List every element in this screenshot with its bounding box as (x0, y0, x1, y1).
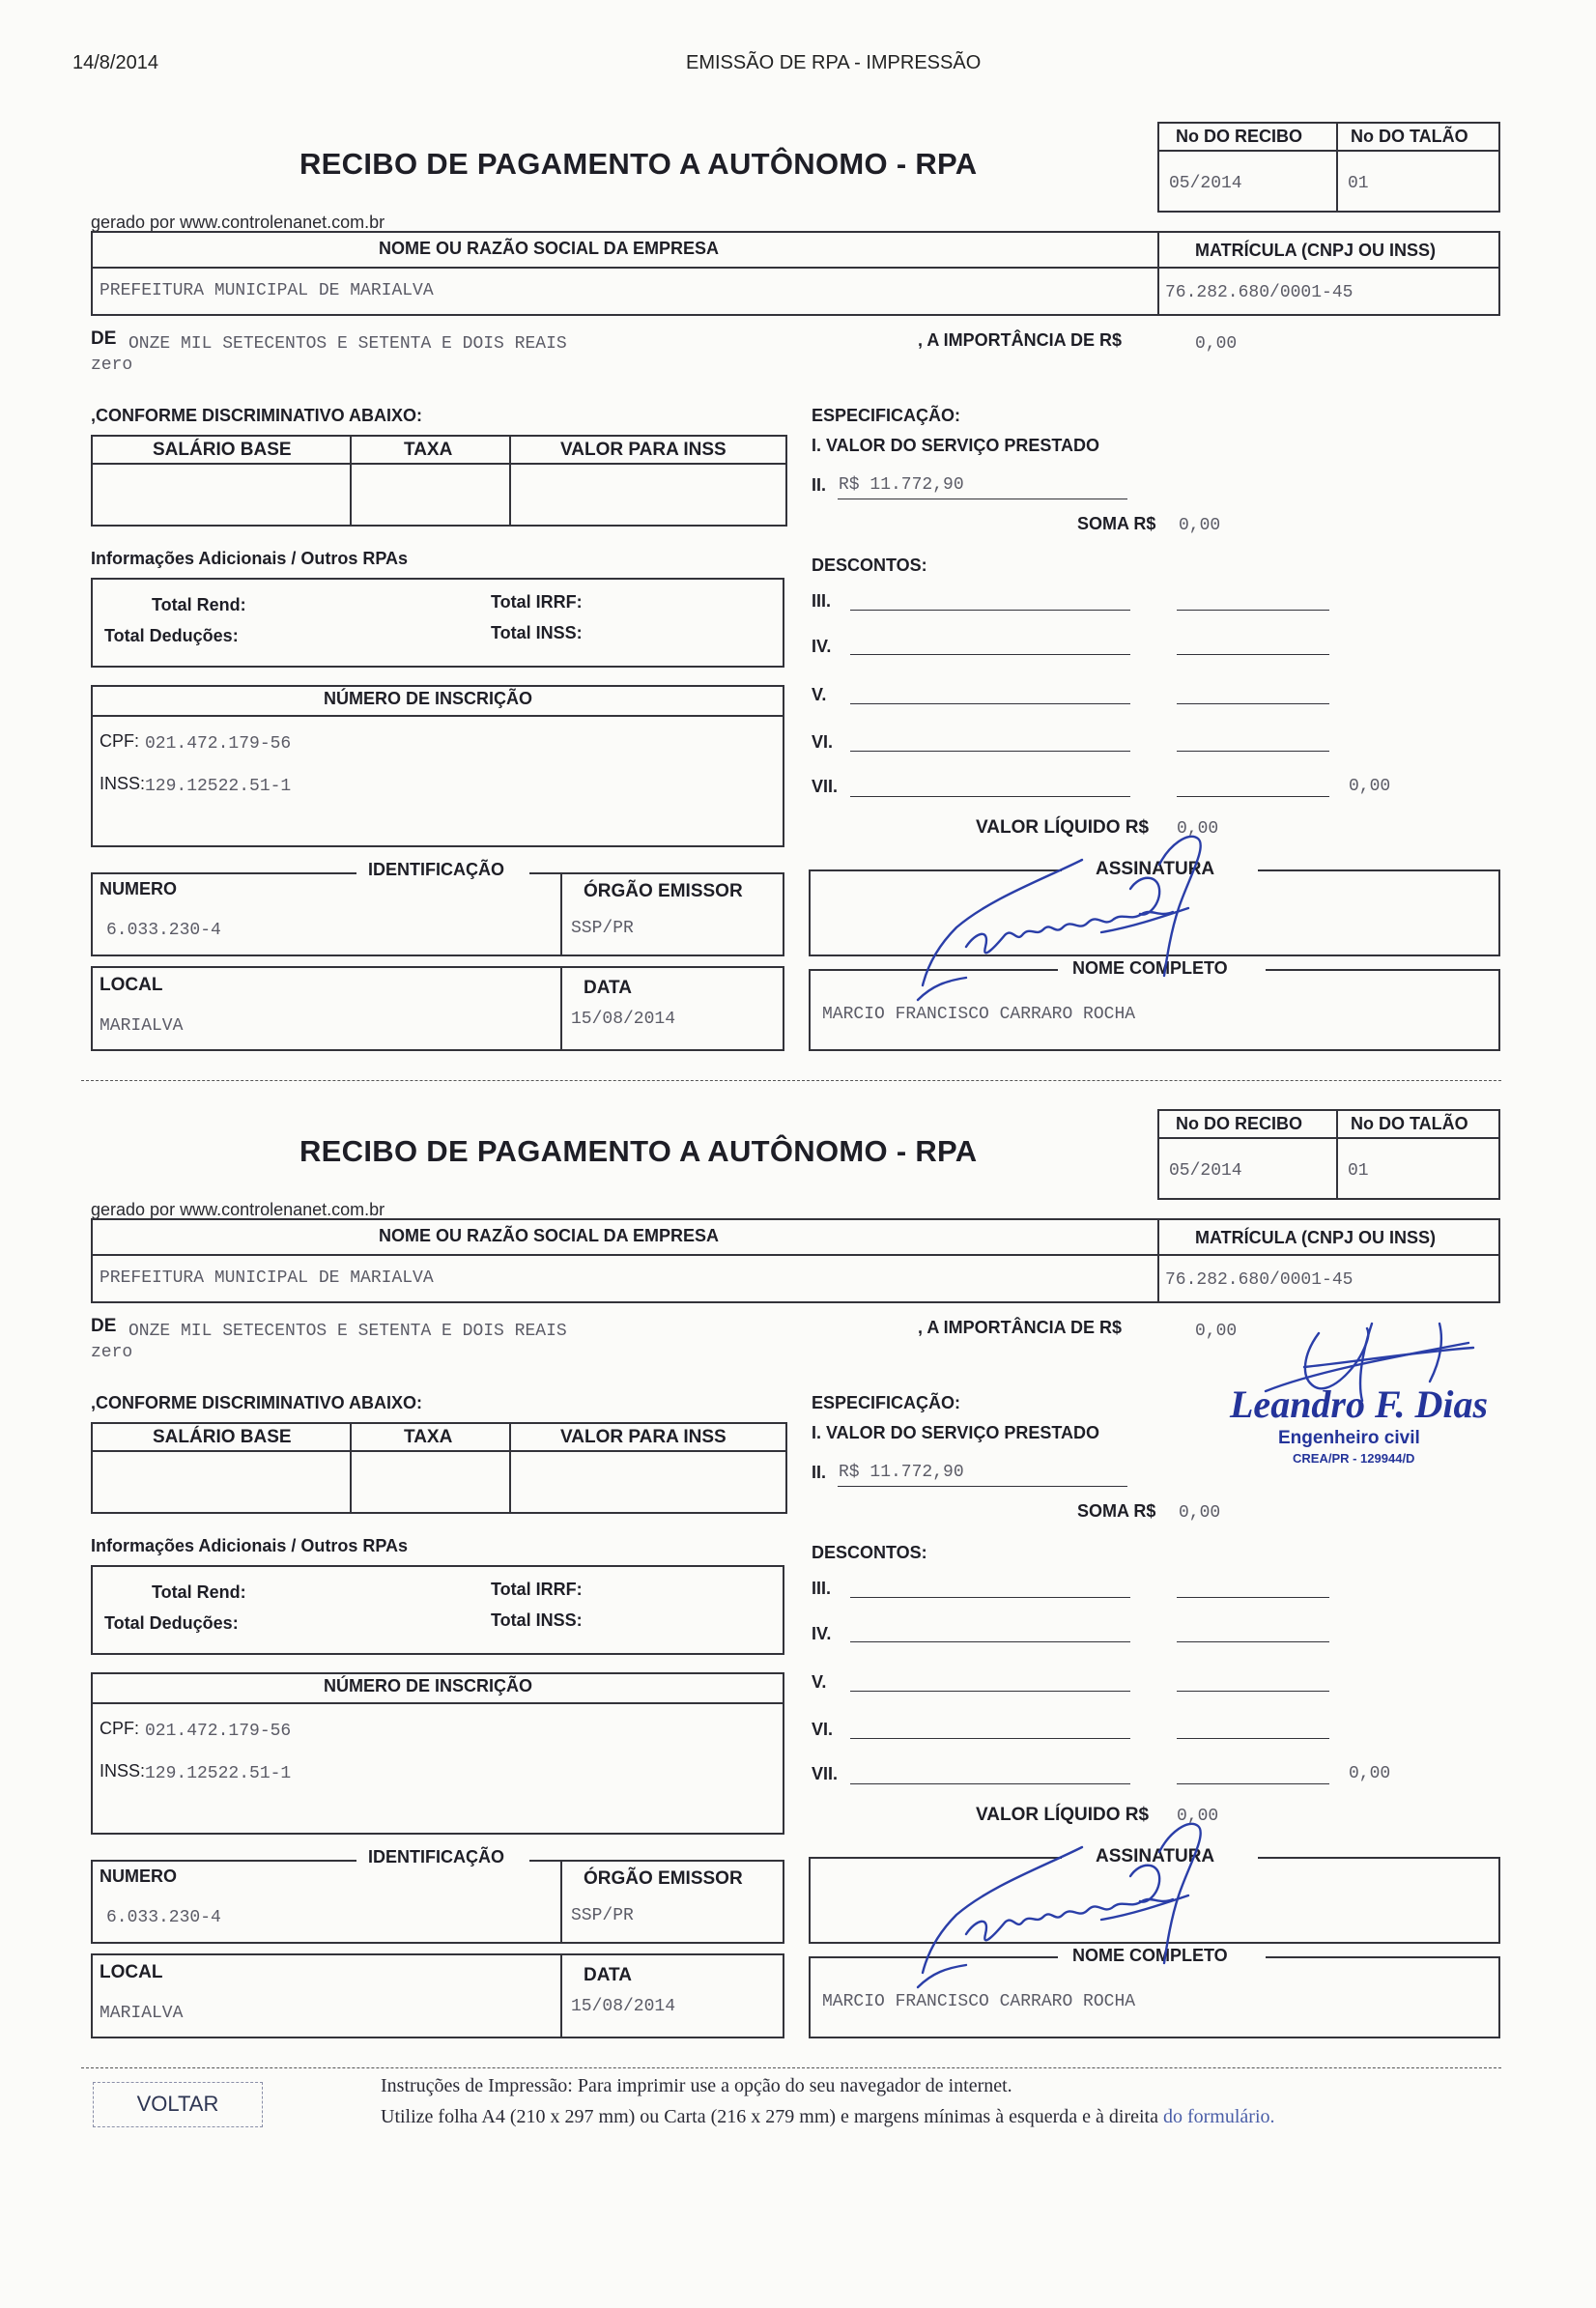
inss-label: INSS: (100, 1761, 146, 1781)
divider (809, 1857, 1062, 1859)
receipt (0, 987, 1596, 2050)
stamp-role: Engenheiro civil (1278, 1428, 1420, 1448)
valor-liquido-label: VALOR LÍQUIDO R$ (976, 817, 1150, 838)
no-recibo-label: No DO RECIBO (1176, 1114, 1303, 1133)
cpf-label: CPF: (100, 731, 140, 751)
info-adicionais-label: Informações Adicionais / Outros RPAs (91, 549, 409, 568)
inscricao-box (91, 685, 784, 847)
total-rend: Total Rend: (152, 1582, 246, 1602)
especificacao-label: ESPECIFICAÇÃO: (812, 1393, 961, 1412)
total-irrf: Total IRRF: (491, 1580, 583, 1599)
desc-vii-value: 0,00 (1349, 777, 1391, 796)
desc-iv-label: IV. (812, 1624, 832, 1643)
desc-line (850, 654, 1130, 655)
total-rend: Total Rend: (152, 595, 246, 614)
desc-line (1177, 1597, 1329, 1598)
matricula-value: 76.282.680/0001-45 (1165, 283, 1354, 302)
desc-v-label: V. (812, 1672, 827, 1692)
empresa-label: NOME OU RAZÃO SOCIAL DA EMPRESA (379, 239, 720, 258)
soma-value: 0,00 (1179, 1503, 1221, 1523)
desc-vi-label: VI. (812, 1720, 834, 1739)
divider (1157, 231, 1159, 316)
receipt-title: RECIBO DE PAGAMENTO A AUTÔNOMO - RPA (299, 147, 978, 181)
item-ii-line (838, 1486, 1127, 1487)
assinatura-box (809, 869, 1500, 956)
item-ii-label: II. (812, 475, 827, 495)
col-valor-inss: VALOR PARA INSS (560, 440, 727, 460)
desc-line (1177, 751, 1329, 752)
desc-vii-value: 0,00 (1349, 1764, 1391, 1783)
divider (1258, 1857, 1500, 1859)
item-i-label: I. VALOR DO SERVIÇO PRESTADO (812, 436, 1100, 455)
orgao-emissor-label: ÓRGÃO EMISSOR (584, 1868, 743, 1889)
empresa-value: PREFEITURA MUNICIPAL DE MARIALVA (100, 281, 434, 300)
no-talao-value: 01 (1348, 174, 1369, 193)
no-talao-label: No DO TALÃO (1351, 127, 1468, 146)
de-value: ONZE MIL SETECENTOS E SETENTA E DOIS REAIS (128, 334, 567, 354)
valor-liquido-value: 0,00 (1177, 1807, 1219, 1826)
local-data-box (91, 1953, 784, 2038)
de-label: DE (91, 1316, 117, 1336)
de-label: DE (91, 328, 117, 349)
info-adicionais-box (91, 578, 784, 668)
matricula-value: 76.282.680/0001-45 (1165, 1270, 1354, 1290)
desc-line (1177, 1641, 1329, 1642)
conforme-label: ,CONFORME DISCRIMINATIVO ABAIXO: (91, 1393, 422, 1412)
divider (560, 872, 562, 956)
col-valor-inss: VALOR PARA INSS (560, 1427, 727, 1447)
desc-line (1177, 654, 1329, 655)
receipt-separator (81, 1080, 1501, 1081)
empresa-label: NOME OU RAZÃO SOCIAL DA EMPRESA (379, 1226, 720, 1245)
instructions-line-2a: Utilize folha A4 (210 x 297 mm) ou Carta (216 x 279 mm) e margens mínimas à esquerda e à direita (381, 2106, 1158, 2127)
local-value: MARIALVA (100, 2004, 184, 2023)
no-talao-value: 01 (1348, 1161, 1369, 1181)
nome-completo-value: MARCIO FRANCISCO CARRARO ROCHA (822, 1992, 1136, 2011)
divider (809, 1956, 1058, 1958)
numero-value: 6.033.230-4 (106, 921, 221, 940)
importancia-value: 0,00 (1195, 1322, 1238, 1341)
cpf-value: 021.472.179-56 (145, 734, 292, 754)
no-talao-label: No DO TALÃO (1351, 1114, 1468, 1133)
data-label: DATA (584, 978, 632, 998)
desc-line (850, 1597, 1130, 1598)
valor-liquido-value: 0,00 (1177, 819, 1219, 839)
numero-value: 6.033.230-4 (106, 1908, 221, 1927)
soma-label: SOMA R$ (1077, 514, 1156, 533)
generated-by: gerado por www.controlenanet.com.br (91, 213, 385, 232)
divider (91, 1450, 787, 1452)
orgao-emissor-label: ÓRGÃO EMISSOR (584, 881, 743, 901)
cpf-value: 021.472.179-56 (145, 1722, 292, 1741)
desc-iii-label: III. (812, 1579, 832, 1598)
local-label: LOCAL (100, 1962, 163, 1982)
item-ii-value: R$ 11.772,90 (839, 1463, 964, 1482)
divider (809, 869, 1062, 871)
item-i-label: I. VALOR DO SERVIÇO PRESTADO (812, 1423, 1100, 1442)
desc-line (1177, 1691, 1329, 1692)
divider (809, 969, 1058, 971)
inss-value: 129.12522.51-1 (145, 1764, 292, 1783)
receipt-title: RECIBO DE PAGAMENTO A AUTÔNOMO - RPA (299, 1134, 978, 1168)
col-taxa: TAXA (404, 1427, 453, 1447)
numero-label: NUMERO (100, 879, 177, 898)
desc-line (850, 1738, 1130, 1739)
importancia-value: 0,00 (1195, 334, 1238, 354)
desc-vii-label: VII. (812, 777, 839, 796)
cpf-label: CPF: (100, 1719, 140, 1738)
divider (350, 435, 352, 527)
identificacao-label: IDENTIFICAÇÃO (368, 1847, 504, 1866)
instructions-line-1: Instruções de Impressão: Para imprimir use a opção do seu navegador de internet. (381, 2075, 1012, 2096)
divider (91, 1254, 1158, 1256)
divider (91, 267, 1158, 269)
info-adicionais-label: Informações Adicionais / Outros RPAs (91, 1536, 409, 1555)
page-header-title: EMISSÃO DE RPA - IMPRESSÃO (686, 52, 982, 73)
divider (350, 1422, 352, 1514)
local-label: LOCAL (100, 975, 163, 995)
de-value: ONZE MIL SETECENTOS E SETENTA E DOIS REAIS (128, 1322, 567, 1341)
data-value: 15/08/2014 (571, 1010, 676, 1029)
divider (1266, 1956, 1500, 1958)
desc-line (850, 751, 1130, 752)
divider (560, 1860, 562, 1944)
engineer-stamp (1225, 1372, 1515, 1478)
info-adicionais-box (91, 1565, 784, 1655)
data-label: DATA (584, 1965, 632, 1985)
desc-vii-label: VII. (812, 1764, 839, 1783)
desc-line (850, 703, 1130, 704)
inss-label: INSS: (100, 774, 146, 793)
desc-line (1177, 610, 1329, 611)
soma-label: SOMA R$ (1077, 1501, 1156, 1521)
voltar-button[interactable]: VOLTAR (93, 2082, 263, 2127)
importancia-label: , A IMPORTÂNCIA DE R$ (918, 330, 1123, 350)
assinatura-box (809, 1857, 1500, 1944)
no-recibo-label: No DO RECIBO (1176, 127, 1303, 146)
descontos-label: DESCONTOS: (812, 1543, 927, 1562)
total-inss: Total INSS: (491, 623, 583, 642)
divider (1336, 122, 1338, 213)
divider (509, 435, 511, 527)
desc-line (850, 796, 1130, 797)
nome-completo-value: MARCIO FRANCISCO CARRARO ROCHA (822, 1005, 1136, 1024)
desc-line (1177, 1738, 1329, 1739)
identificacao-label: IDENTIFICAÇÃO (368, 860, 504, 879)
local-value: MARIALVA (100, 1016, 184, 1036)
soma-value: 0,00 (1179, 516, 1221, 535)
desc-line (850, 610, 1130, 611)
empresa-value: PREFEITURA MUNICIPAL DE MARIALVA (100, 1268, 434, 1288)
inscricao-box (91, 1672, 784, 1835)
desc-line (850, 1783, 1130, 1784)
de-value-cents: zero (91, 1343, 133, 1362)
divider (1266, 969, 1500, 971)
inss-value: 129.12522.51-1 (145, 777, 292, 796)
divider (560, 1953, 562, 2038)
assinatura-label: ASSINATURA (1096, 859, 1215, 879)
de-value-cents: zero (91, 356, 133, 375)
print-date: 14/8/2014 (72, 52, 158, 73)
conforme-label: ,CONFORME DISCRIMINATIVO ABAIXO: (91, 406, 422, 425)
stamp-crea: CREA/PR - 129944/D (1293, 1451, 1415, 1466)
inscricao-label: NÚMERO DE INSCRIÇÃO (324, 1676, 533, 1695)
divider (1157, 150, 1500, 152)
stamp-name: Leandro F. Dias (1230, 1382, 1489, 1426)
col-salario-base: SALÁRIO BASE (153, 440, 292, 460)
desc-line (1177, 1783, 1329, 1784)
col-taxa: TAXA (404, 440, 453, 460)
data-value: 15/08/2014 (571, 1997, 676, 2016)
divider (1157, 1218, 1159, 1303)
desc-iii-label: III. (812, 591, 832, 611)
divider (509, 1422, 511, 1514)
desc-line (850, 1691, 1130, 1692)
no-recibo-value: 05/2014 (1169, 1161, 1242, 1181)
desc-line (1177, 703, 1329, 704)
no-recibo-value: 05/2014 (1169, 174, 1242, 193)
desc-vi-label: VI. (812, 732, 834, 752)
col-salario-base: SALÁRIO BASE (153, 1427, 292, 1447)
descontos-label: DESCONTOS: (812, 556, 927, 575)
matricula-label: MATRÍCULA (CNPJ OU INSS) (1195, 1228, 1436, 1247)
valor-liquido-label: VALOR LÍQUIDO R$ (976, 1805, 1150, 1825)
desc-v-label: V. (812, 685, 827, 704)
divider (1336, 1109, 1338, 1200)
total-inss: Total INSS: (491, 1610, 583, 1630)
generated-by: gerado por www.controlenanet.com.br (91, 1200, 385, 1219)
inscricao-label: NÚMERO DE INSCRIÇÃO (324, 689, 533, 708)
nome-completo-label: NOME COMPLETO (1072, 1946, 1228, 1965)
total-deducoes: Total Deduções: (104, 626, 239, 645)
nome-completo-label: NOME COMPLETO (1072, 958, 1228, 978)
divider (1157, 1254, 1500, 1256)
matricula-label: MATRÍCULA (CNPJ OU INSS) (1195, 241, 1436, 260)
desc-line (850, 1641, 1130, 1642)
orgao-emissor-value: SSP/PR (571, 1906, 634, 1925)
item-ii-value: R$ 11.772,90 (839, 475, 964, 495)
instructions-line-2 (381, 2106, 1275, 2128)
divider (91, 1702, 784, 1704)
divider (1157, 267, 1500, 269)
desc-line (1177, 796, 1329, 797)
total-deducoes: Total Deduções: (104, 1613, 239, 1633)
divider (1258, 869, 1500, 871)
divider (91, 463, 787, 465)
orgao-emissor-value: SSP/PR (571, 919, 634, 938)
desc-iv-label: IV. (812, 637, 832, 656)
item-ii-label: II. (812, 1463, 827, 1482)
divider (1157, 1137, 1500, 1139)
divider (91, 715, 784, 717)
total-irrf: Total IRRF: (491, 592, 583, 612)
assinatura-label: ASSINATURA (1096, 1846, 1215, 1866)
receipt (0, 0, 1596, 1063)
numero-label: NUMERO (100, 1866, 177, 1886)
footer-separator (81, 2067, 1501, 2068)
importancia-label: , A IMPORTÂNCIA DE R$ (918, 1318, 1123, 1337)
especificacao-label: ESPECIFICAÇÃO: (812, 406, 961, 425)
instructions-line-2b: do formulário. (1162, 2106, 1275, 2127)
